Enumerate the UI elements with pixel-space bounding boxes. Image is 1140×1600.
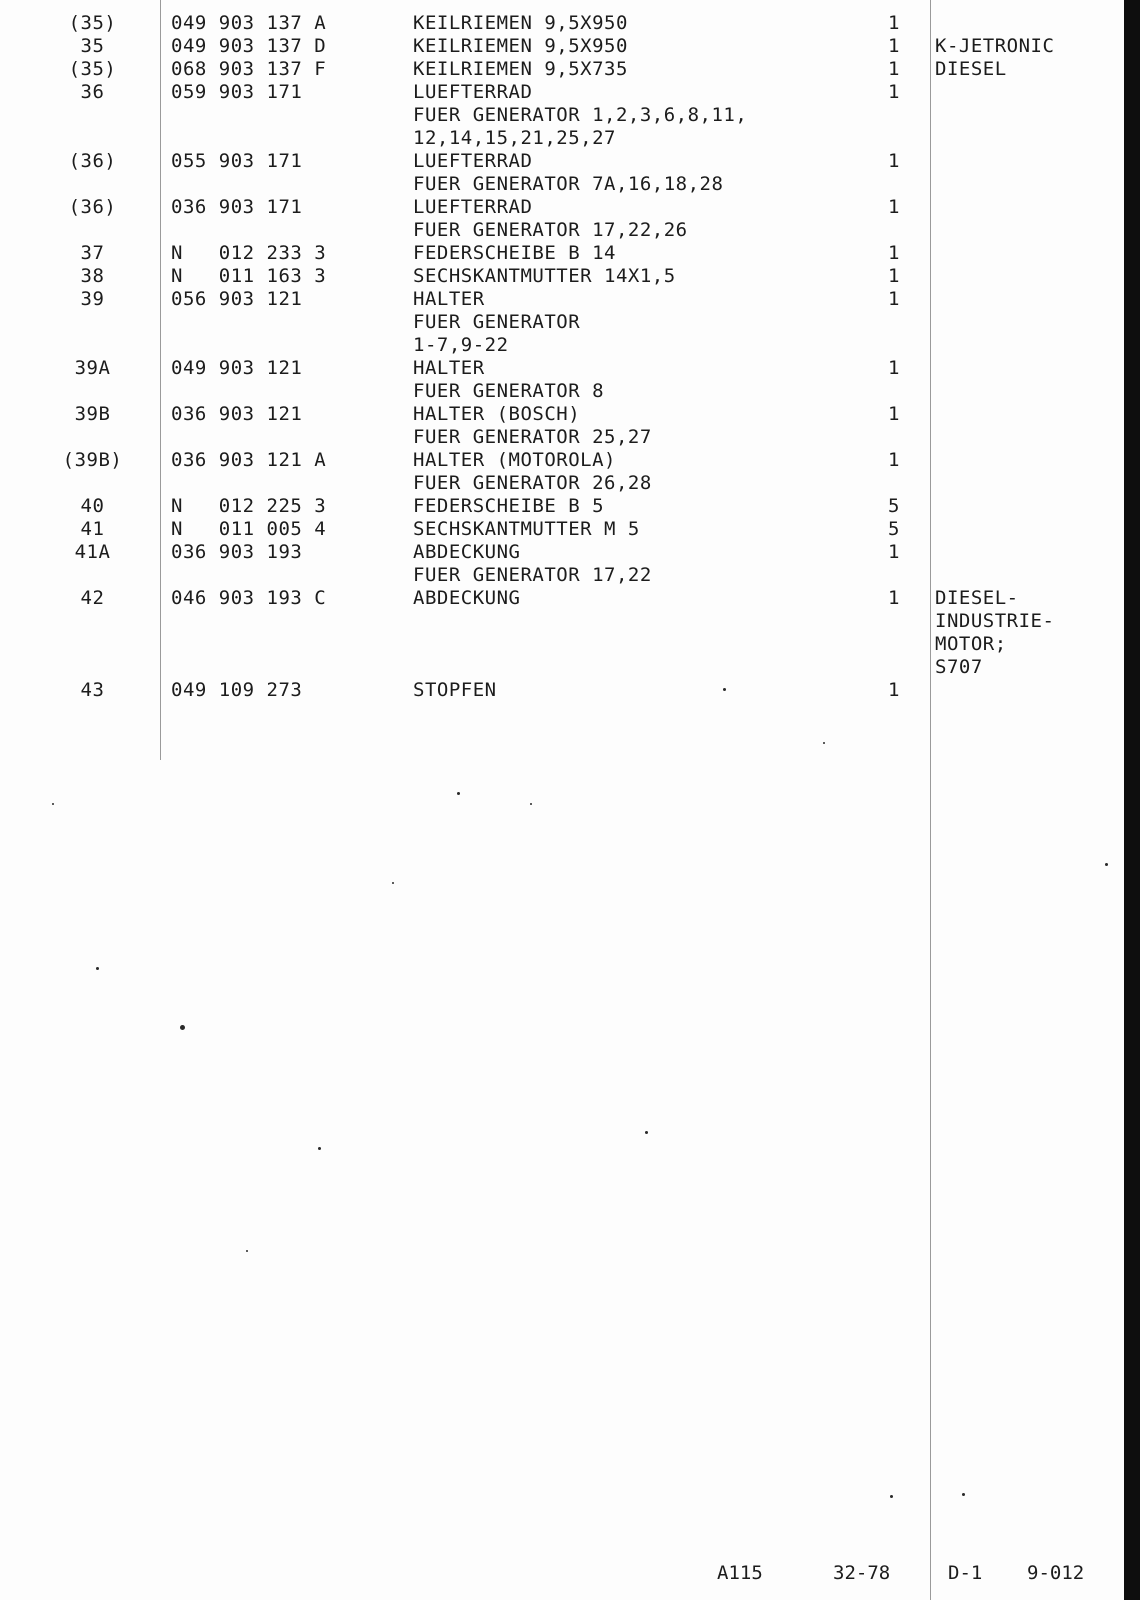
quantity-cell: 1 <box>888 541 900 563</box>
part-number-cell: 046 903 193 C <box>171 587 327 609</box>
description-cell: ABDECKUNG <box>413 587 521 609</box>
table-row <box>0 426 1124 449</box>
table-row <box>0 564 1124 587</box>
position-cell: (39B) <box>62 449 123 471</box>
part-number-cell: 036 903 193 <box>171 541 303 563</box>
position-cell: (35) <box>68 12 117 34</box>
part-number-cell: 055 903 171 <box>171 150 303 172</box>
table-row <box>0 633 1124 656</box>
position-cell: 37 <box>80 242 105 264</box>
part-number-cell: 049 903 121 <box>171 357 303 379</box>
position-cell: 36 <box>80 81 105 103</box>
table-row <box>0 656 1124 679</box>
table-row <box>0 449 1124 472</box>
description-cell: FUER GENERATOR 25,27 <box>413 426 652 448</box>
part-number-cell: 059 903 171 <box>171 81 303 103</box>
quantity-cell: 1 <box>888 449 900 471</box>
position-cell: (35) <box>68 58 117 80</box>
description-cell: 1-7,9-22 <box>413 334 509 356</box>
table-row <box>0 403 1124 426</box>
table-row <box>0 610 1124 633</box>
description-cell: LUEFTERRAD <box>413 150 533 172</box>
table-row <box>0 518 1124 541</box>
position-cell: 39B <box>74 403 111 425</box>
table-row <box>0 472 1124 495</box>
part-number-cell: 068 903 137 F <box>171 58 327 80</box>
quantity-cell: 1 <box>888 357 900 379</box>
quantity-cell: 1 <box>888 196 900 218</box>
position-cell: 38 <box>80 265 105 287</box>
position-cell: 41A <box>74 541 111 563</box>
table-row <box>0 265 1124 288</box>
table-row <box>0 357 1124 380</box>
table-row <box>0 311 1124 334</box>
position-cell: 39A <box>74 357 111 379</box>
description-cell: ABDECKUNG <box>413 541 521 563</box>
scan-border <box>1124 0 1140 1600</box>
description-cell: HALTER <box>413 357 485 379</box>
table-row <box>0 81 1124 104</box>
quantity-cell: 1 <box>888 35 900 57</box>
position-cell: 41 <box>80 518 105 540</box>
table-row <box>0 380 1124 403</box>
part-number-cell: N 012 225 3 <box>171 495 327 517</box>
quantity-cell: 1 <box>888 150 900 172</box>
part-number-cell: N 012 233 3 <box>171 242 327 264</box>
part-number-cell: N 011 005 4 <box>171 518 327 540</box>
position-cell: (36) <box>68 196 117 218</box>
description-cell: FUER GENERATOR <box>413 311 581 333</box>
footer-sheet: D-1 <box>948 1562 983 1584</box>
table-row <box>0 219 1124 242</box>
table-row <box>0 334 1124 357</box>
parts-table <box>0 12 1124 702</box>
position-cell: 43 <box>80 679 105 701</box>
table-row <box>0 127 1124 150</box>
description-cell: KEILRIEMEN 9,5X950 <box>413 35 628 57</box>
part-number-cell: N 011 163 3 <box>171 265 327 287</box>
description-cell: FUER GENERATOR 26,28 <box>413 472 652 494</box>
description-cell: FUER GENERATOR 7A,16,18,28 <box>413 173 724 195</box>
remark-cell: MOTOR; <box>935 633 1007 655</box>
part-number-cell: 049 903 137 D <box>171 35 327 57</box>
description-cell: FUER GENERATOR 8 <box>413 380 605 402</box>
table-row <box>0 196 1124 219</box>
description-cell: FEDERSCHEIBE B 14 <box>413 242 616 264</box>
description-cell: LUEFTERRAD <box>413 81 533 103</box>
description-cell: SECHSKANTMUTTER 14X1,5 <box>413 265 676 287</box>
description-cell: 12,14,15,21,25,27 <box>413 127 616 149</box>
part-number-cell: 049 109 273 <box>171 679 303 701</box>
position-cell: (36) <box>68 150 117 172</box>
quantity-cell: 1 <box>888 679 900 701</box>
description-cell: STOPFEN <box>413 679 497 701</box>
table-row <box>0 173 1124 196</box>
description-cell: FUER GENERATOR 17,22 <box>413 564 652 586</box>
quantity-cell: 1 <box>888 58 900 80</box>
position-cell: 35 <box>80 35 105 57</box>
remark-cell: K-JETRONIC <box>935 35 1055 57</box>
quantity-cell: 5 <box>888 495 900 517</box>
remark-cell: S707 <box>935 656 983 678</box>
table-row <box>0 150 1124 173</box>
quantity-cell: 1 <box>888 265 900 287</box>
table-row <box>0 541 1124 564</box>
part-number-cell: 036 903 121 <box>171 403 303 425</box>
description-cell: KEILRIEMEN 9,5X950 <box>413 12 628 34</box>
quantity-cell: 1 <box>888 242 900 264</box>
position-cell: 40 <box>80 495 105 517</box>
footer-page-number: 9-012 <box>1027 1562 1085 1584</box>
remark-cell: INDUSTRIE- <box>935 610 1055 632</box>
description-cell: HALTER <box>413 288 485 310</box>
footer-date: 32-78 <box>833 1562 891 1584</box>
part-number-cell: 036 903 121 A <box>171 449 327 471</box>
description-cell: SECHSKANTMUTTER M 5 <box>413 518 640 540</box>
position-cell: 39 <box>80 288 105 310</box>
quantity-cell: 1 <box>888 403 900 425</box>
table-row <box>0 12 1124 35</box>
description-cell: HALTER (BOSCH) <box>413 403 581 425</box>
remark-cell: DIESEL- <box>935 587 1019 609</box>
table-row <box>0 587 1124 610</box>
part-number-cell: 056 903 121 <box>171 288 303 310</box>
quantity-cell: 1 <box>888 81 900 103</box>
description-cell: KEILRIEMEN 9,5X735 <box>413 58 628 80</box>
table-row <box>0 495 1124 518</box>
description-cell: FEDERSCHEIBE B 5 <box>413 495 605 517</box>
description-cell: HALTER (MOTOROLA) <box>413 449 616 471</box>
table-row <box>0 288 1124 311</box>
quantity-cell: 1 <box>888 288 900 310</box>
table-row <box>0 35 1124 58</box>
table-row <box>0 104 1124 127</box>
description-cell: FUER GENERATOR 17,22,26 <box>413 219 688 241</box>
quantity-cell: 5 <box>888 518 900 540</box>
description-cell: FUER GENERATOR 1,2,3,6,8,11, <box>413 104 748 126</box>
table-row <box>0 242 1124 265</box>
footer-code: A115 <box>717 1562 763 1584</box>
part-number-cell: 049 903 137 A <box>171 12 327 34</box>
description-cell: LUEFTERRAD <box>413 196 533 218</box>
part-number-cell: 036 903 171 <box>171 196 303 218</box>
quantity-cell: 1 <box>888 12 900 34</box>
table-row <box>0 58 1124 81</box>
quantity-cell: 1 <box>888 587 900 609</box>
position-cell: 42 <box>80 587 105 609</box>
table-row <box>0 679 1124 702</box>
remark-cell: DIESEL <box>935 58 1007 80</box>
